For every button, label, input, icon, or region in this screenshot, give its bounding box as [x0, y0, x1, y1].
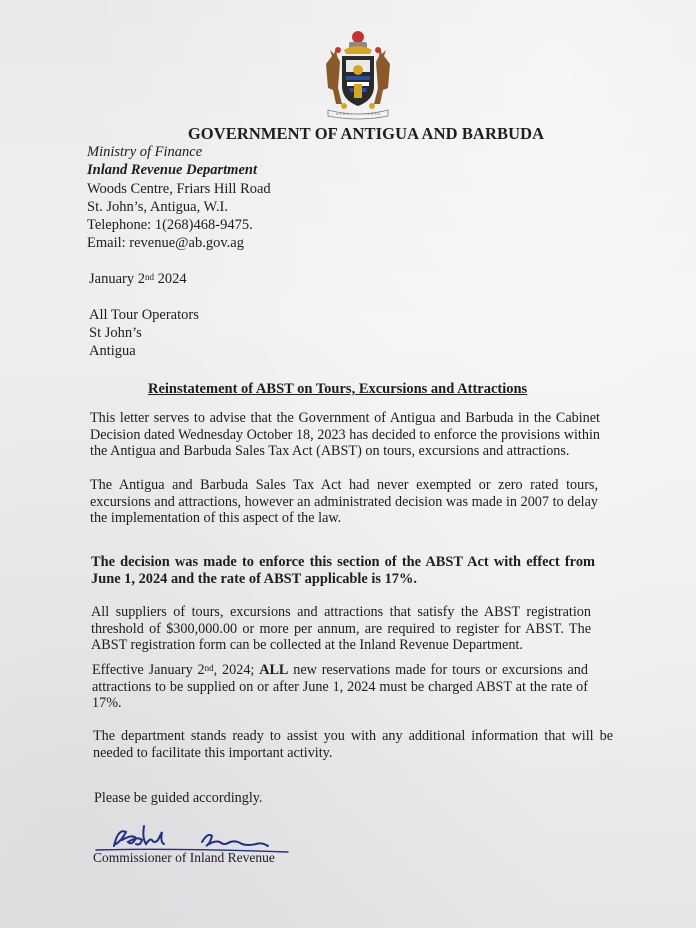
recipient-line-2: St John’s — [89, 325, 142, 341]
address-line-2: St. John’s, Antigua, W.I. — [87, 199, 228, 215]
department-name: Inland Revenue Department — [87, 162, 257, 178]
closing-line: Please be guided accordingly. — [94, 790, 263, 806]
paragraph-3-effective-date: The decision was made to enforce this section of the ABST Act with effect from June 1, 2024 and the rate of ABST applicable is 17%. — [91, 554, 595, 587]
government-title: GOVERNMENT OF ANTIGUA AND BARBUDA — [187, 124, 545, 143]
letter-date: January 2nd 2024 — [89, 271, 187, 287]
coat-of-arms-emblem — [316, 28, 400, 122]
telephone-line: Telephone: 1(268)468-9475. — [87, 217, 253, 233]
subject-heading: Reinstatement of ABST on Tours, Excursions and Attractions — [148, 381, 528, 397]
ministry-name: Ministry of Finance — [87, 144, 203, 160]
recipient-line-1: All Tour Operators — [89, 307, 199, 323]
address-line-1: Woods Centre, Friars Hill Road — [87, 181, 271, 197]
signatory-title: Commissioner of Inland Revenue — [93, 850, 275, 865]
email-line: Email: revenue@ab.gov.ag — [87, 235, 244, 251]
paragraph-6: The department stands ready to assist you with any additional information that will be needed to facilitate this important activity. — [93, 728, 613, 761]
paragraph-1: This letter serves to advise that the Government of Antigua and Barbuda in the Cabinet Decision dated Wednesday October 18, 2023 has decided to enforce the provisions within the Antigua and Barbuda Sales Tax Act (ABST) on tours, excursions and attractions. — [90, 410, 600, 459]
paragraph-2: The Antigua and Barbuda Sales Tax Act had never exempted or zero rated tours, excursions and attractions, however an administrated decision was made in 2007 to delay the implementation of this aspect of the law. — [90, 477, 598, 526]
recipient-line-3: Antigua — [89, 343, 136, 359]
paragraph-5: Effective January 2nd, 2024; ALL new reservations made for tours or excursions and attractions to be supplied on or after June 1, 2024 must be charged ABST at the rate of 17%. — [92, 662, 588, 711]
paragraph-4: All suppliers of tours, excursions and attractions that satisfy the ABST registration threshold of $300,000.00 or more per annum, are required to register for ABST. The ABST registration form can be collected at the Inland Revenue Department. — [91, 604, 591, 653]
